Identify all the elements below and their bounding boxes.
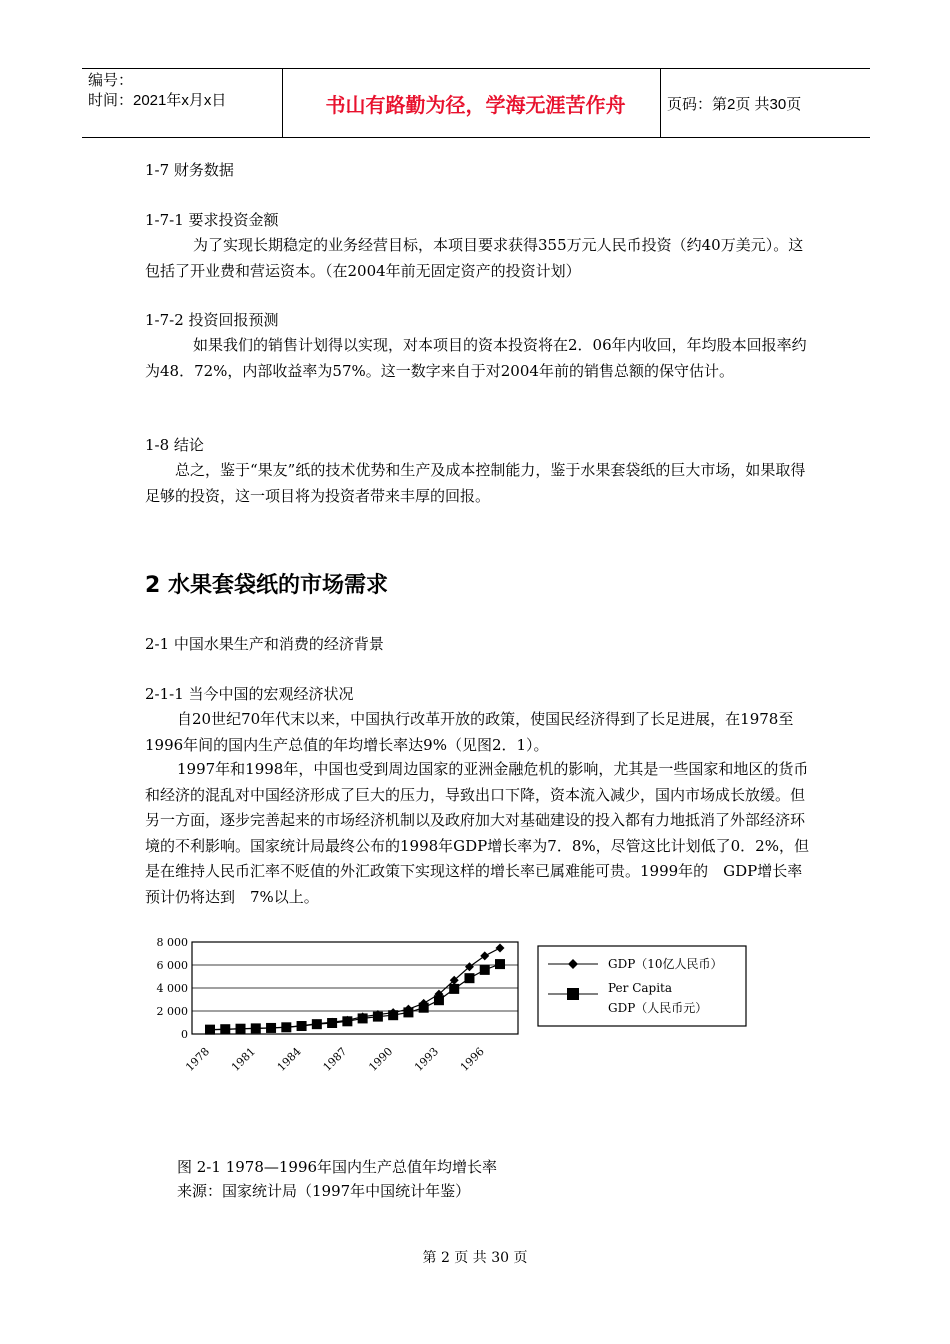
legend-label: Per Capita [608,981,673,995]
paragraph: 总之，鉴于“果友”纸的技术优势和生产及成本控制能力，鉴于水果套袋纸的巨大市场，如果取得足够的投资，这一项目将为投资者带来丰厚的回报。 [145,461,806,505]
section-heading: 2-1 中国水果生产和消费的经济背景 [145,635,384,653]
y-tick-label: 0 [181,1028,188,1041]
legend-marker-square [567,988,579,1000]
section-heading: 1-7 财务数据 [145,161,234,179]
paragraph: 为了实现长期稳定的业务经营目标，本项目要求获得355万元人民币投资（约40万美元）。这包括了开业费和营运资本。（在2004年前无固定资产的投资计划） [145,236,804,280]
x-tick-label: 1984 [274,1044,304,1074]
data-point-square [373,1012,383,1022]
data-point-square [480,965,490,975]
header-motto: 书山有路勤为径，学海无涯苦作舟 [325,95,626,117]
data-point-square [281,1022,291,1032]
x-tick-labels [183,1045,487,1074]
series-line [210,964,500,1030]
header-meta [88,71,226,111]
y-tick-label: 2 000 [156,1005,188,1018]
data-point-square [434,995,444,1005]
data-point-square [419,1003,429,1013]
chart-gridlines [192,965,518,1011]
chapter-title: 2 水果套袋纸的市场需求 [145,573,388,598]
data-point-square [205,1025,215,1035]
x-tick-label: 1990 [366,1044,396,1074]
header-number: 编号： [88,72,134,89]
data-point-square [388,1010,398,1020]
data-point-square [236,1024,246,1034]
section-heading: 1-7-2 投资回报预测 [145,311,279,329]
data-point-square [449,984,459,994]
gdp-chart [148,928,748,1088]
data-point-square [220,1024,230,1034]
data-point-square [312,1019,322,1029]
header-divider [660,69,661,137]
x-tick-label: 1987 [320,1044,350,1074]
chart-series [205,944,505,1035]
section-heading: 2-1-1 当今中国的宏观经济状况 [145,685,354,703]
data-point-diamond [496,944,505,953]
figure-caption: 图 2-1 1978—1996年国内生产总值年均增长率 [177,1158,498,1176]
figure-source: 来源：国家统计局（1997年中国统计年鉴） [177,1182,471,1200]
data-point-square [342,1016,352,1026]
data-point-square [495,959,505,969]
y-tick-label: 4 000 [156,982,188,995]
paragraph: 1997年和1998年，中国也受到周边国家的亚洲金融危机的影响，尤其是一些国家和地区的货币和经济的混乱对中国经济形成了巨大的压力，导致出口下降，资本流入减少，国内市场成长放缓。但另一方面，逐步完善起来的市场经济机制以及政府加大对基础建设的投入都有力地抵消了外部经济环境的不利影响。国家统计局最终公布的1998年GDP增长率为7．8%，尽管这比计划低了0．2%，但是在维持人民币汇率不贬值的外汇政策下实现这样的增长率已属难能可贵。1999年的 GDP增长率预计仍将达到 7%以上。 [145,760,809,906]
header-page-number: 页码：第2页 共30页 [667,96,802,113]
chart-legend [538,946,746,1026]
y-tick-label: 8 000 [156,936,188,949]
data-point-square [464,973,474,983]
x-tick-label: 1978 [183,1044,213,1074]
y-tick-labels [157,936,189,1041]
section-heading: 1-8 结论 [145,436,204,454]
x-tick-label: 1993 [412,1044,442,1074]
paragraph: 如果我们的销售计划得以实现，对本项目的资本投资将在2．06年内收回，年均股本回报率约为48．72%，内部收益率为57%。这一数字来自于对2004年前的销售总额的保守估计。 [145,336,807,380]
paragraph: 自20世纪70年代末以来，中国执行改革开放的政策，使国民经济得到了长足进展，在1978至1996年间的国内生产总值的年均增长率达9%（见图2．1）。 [145,710,794,754]
data-point-diamond [480,951,489,960]
y-tick-label: 6 000 [156,959,188,972]
header-time: 时间：2021年x月x日 [88,92,227,109]
data-point-square [251,1023,261,1033]
data-point-square [358,1013,368,1023]
data-point-square [297,1021,307,1031]
x-tick-label: 1981 [228,1044,258,1074]
page-header [82,68,870,138]
data-point-square [403,1007,413,1017]
legend-label: GDP（人民币元） [608,1001,708,1015]
section-heading: 1-7-1 要求投资金额 [145,211,279,229]
legend-label: GDP（10亿人民币） [608,957,723,971]
x-tick-label: 1996 [457,1044,487,1074]
page-footer: 第 2 页 共 30 页 [422,1250,528,1266]
data-point-square [327,1018,337,1028]
data-point-square [266,1023,276,1033]
